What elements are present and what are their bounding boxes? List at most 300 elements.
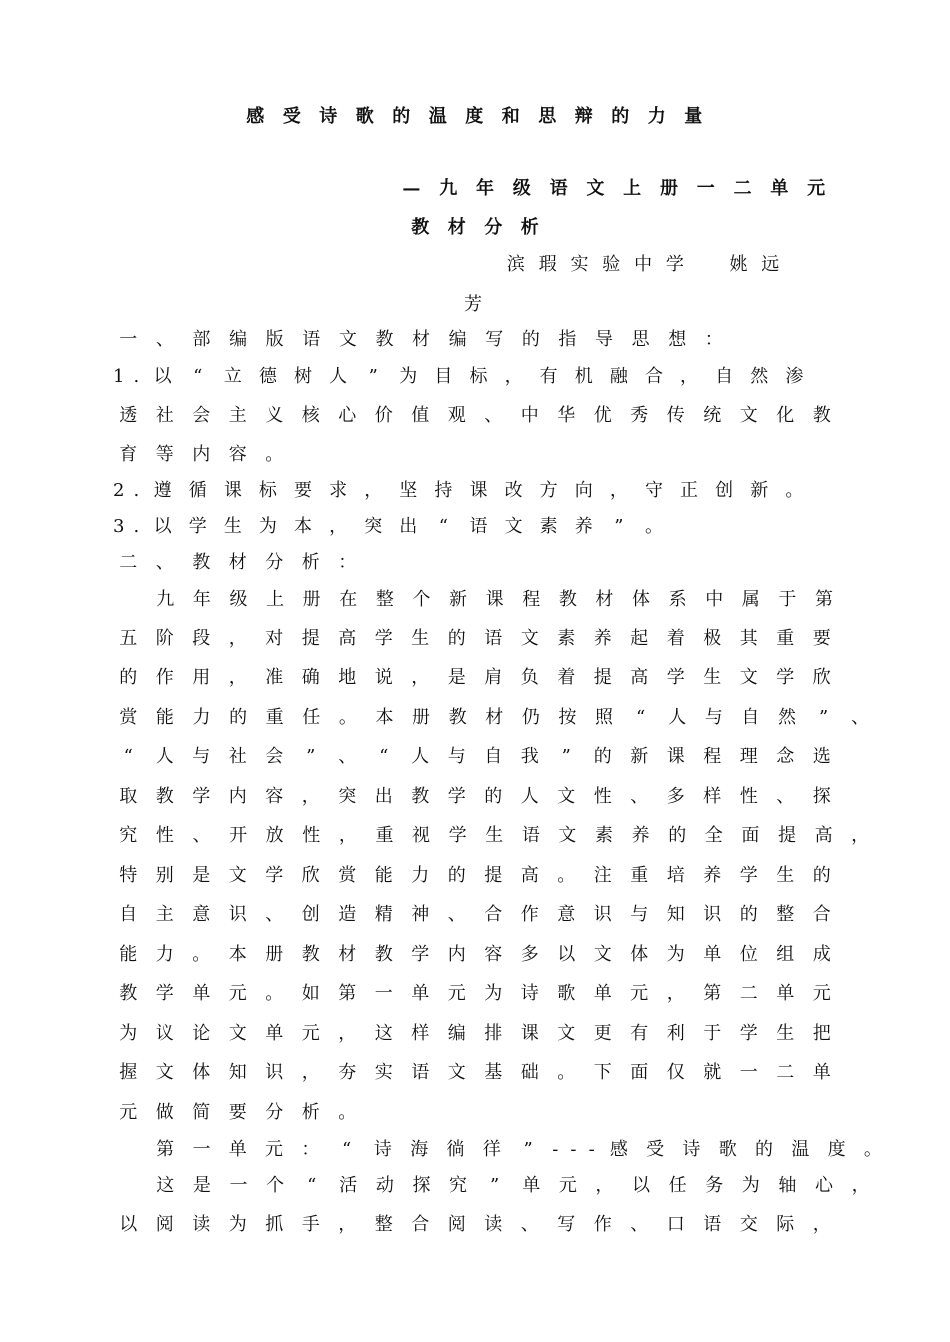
glyph: “: [193, 366, 203, 387]
glyph: 透: [119, 405, 138, 426]
glyph: 探: [812, 786, 831, 807]
glyph: 值: [411, 405, 430, 426]
glyph: 人: [668, 707, 687, 728]
glyph: 感: [609, 1139, 628, 1160]
glyph: 容: [265, 786, 284, 807]
glyph: 教: [155, 786, 174, 807]
glyph: 心: [338, 405, 357, 426]
glyph: 确: [301, 667, 320, 688]
body-line: [110, 904, 840, 926]
glyph: 德: [258, 366, 277, 387]
glyph: “: [379, 746, 389, 767]
glyph: 力: [411, 865, 430, 886]
glyph: 段: [192, 628, 211, 649]
glyph: 五: [119, 628, 138, 649]
glyph: 简: [192, 1102, 211, 1123]
glyph: ，: [609, 480, 628, 501]
glyph: 为: [258, 516, 277, 537]
document-title: [237, 106, 712, 128]
glyph: 系: [668, 589, 687, 610]
glyph: 文: [228, 1023, 247, 1044]
glyph: 主: [155, 904, 174, 925]
glyph: ，: [338, 825, 357, 846]
glyph: 素: [557, 628, 576, 649]
glyph: 的: [739, 904, 758, 925]
glyph: ，: [812, 1214, 831, 1235]
glyph: 神: [411, 904, 430, 925]
glyph: 元: [630, 983, 649, 1004]
glyph: 单: [411, 983, 430, 1004]
glyph: 元: [447, 983, 466, 1004]
glyph: 突: [338, 786, 357, 807]
glyph: 年: [475, 178, 494, 199]
glyph: 。: [557, 1062, 576, 1083]
glyph: 一: [374, 983, 393, 1004]
glyph: 能: [155, 707, 174, 728]
glyph: .: [133, 480, 140, 501]
glyph: 精: [374, 904, 393, 925]
glyph: 整: [776, 904, 795, 925]
glyph: 机: [574, 366, 593, 387]
glyph: ，: [411, 667, 430, 688]
glyph: 编: [229, 329, 248, 350]
glyph: ，: [851, 825, 870, 846]
body-line: [110, 746, 840, 768]
glyph: 读: [484, 1214, 503, 1235]
glyph: 元: [119, 1102, 138, 1123]
glyph: 温: [791, 1139, 810, 1160]
glyph: 要: [228, 1102, 247, 1123]
glyph: 轴: [778, 1175, 797, 1196]
glyph: “: [307, 1175, 317, 1196]
body-line: [110, 1214, 840, 1236]
glyph: 度: [827, 1139, 846, 1160]
glyph: 教: [375, 329, 394, 350]
glyph: 欣: [812, 667, 831, 688]
glyph: 部: [192, 329, 211, 350]
glyph: 歌: [557, 983, 576, 1004]
glyph: 、: [630, 1214, 649, 1235]
glyph: 仍: [521, 707, 540, 728]
glyph: 全: [704, 825, 723, 846]
glyph: 材: [412, 329, 431, 350]
body-line: [147, 1139, 891, 1161]
glyph: 单: [265, 1023, 284, 1044]
glyph: 识: [228, 904, 247, 925]
glyph: 分: [484, 217, 503, 238]
glyph: 为: [741, 1175, 760, 1196]
glyph: 诗: [319, 106, 338, 127]
glyph: 思: [631, 329, 650, 350]
glyph: 中: [634, 254, 653, 275]
glyph: 坚: [399, 480, 418, 501]
glyph: 融: [609, 366, 628, 387]
glyph: 自: [741, 707, 760, 728]
glyph: 说: [374, 667, 393, 688]
glyph: 。: [338, 1102, 357, 1123]
body-line: [110, 786, 840, 808]
glyph: 材: [595, 589, 614, 610]
glyph: 是: [192, 1175, 211, 1196]
glyph: 析: [301, 552, 320, 573]
glyph: 主: [228, 405, 247, 426]
body-line: [110, 628, 840, 650]
glyph: 、: [155, 552, 174, 573]
glyph: 容: [228, 444, 247, 465]
glyph: 教: [411, 217, 430, 238]
glyph: 。: [644, 516, 663, 537]
glyph: 人: [411, 746, 430, 767]
glyph: 指: [558, 329, 577, 350]
glyph: 容: [484, 944, 503, 965]
glyph: 中: [520, 405, 539, 426]
glyph: 学: [447, 786, 466, 807]
glyph: 册: [412, 707, 431, 728]
glyph: 册: [265, 944, 284, 965]
glyph: 仅: [666, 1062, 685, 1083]
glyph: 赏: [119, 707, 138, 728]
glyph: 为: [119, 1023, 138, 1044]
glyph: 的: [484, 786, 503, 807]
glyph: 文: [228, 865, 247, 886]
glyph: 学: [665, 254, 684, 275]
glyph: 知: [666, 904, 685, 925]
glyph: 赏: [338, 865, 357, 886]
glyph: 元: [228, 983, 247, 1004]
body-line: [110, 983, 840, 1005]
glyph: 内: [447, 944, 466, 965]
glyph: 、: [192, 825, 211, 846]
glyph: 自: [119, 904, 138, 925]
glyph: 、: [520, 1214, 539, 1235]
glyph: 文: [557, 1023, 576, 1044]
glyph: 循: [188, 480, 207, 501]
glyph: 欣: [301, 865, 320, 886]
glyph: 文: [338, 329, 357, 350]
glyph: 下: [593, 1062, 612, 1083]
glyph: 程: [522, 589, 541, 610]
glyph: 照: [595, 707, 614, 728]
glyph: 以: [153, 516, 172, 537]
glyph: 文: [155, 1062, 174, 1083]
glyph: 生: [411, 628, 430, 649]
glyph: 以: [119, 1214, 138, 1235]
glyph: 级: [229, 589, 248, 610]
glyph: 改: [504, 480, 523, 501]
glyph: 教: [192, 552, 211, 573]
glyph: 这: [374, 1023, 393, 1044]
glyph: “: [438, 516, 448, 537]
glyph: 标: [469, 366, 488, 387]
glyph: 文: [586, 178, 605, 199]
glyph: 文: [739, 405, 758, 426]
glyph: 创: [715, 480, 734, 501]
glyph: 面: [630, 1062, 649, 1083]
glyph: 二: [739, 983, 758, 1004]
glyph: 体: [192, 1062, 211, 1083]
glyph: ：: [704, 329, 723, 350]
glyph: 单: [593, 983, 612, 1004]
glyph: 上: [623, 178, 642, 199]
glyph: 意: [557, 904, 576, 925]
glyph: 人: [520, 786, 539, 807]
glyph: 芳: [464, 294, 482, 315]
glyph: 本: [228, 944, 247, 965]
glyph: 守: [644, 480, 663, 501]
body-line: [110, 707, 878, 729]
glyph: 语: [703, 1214, 722, 1235]
glyph: 海: [410, 1139, 429, 1160]
glyph: 成: [812, 944, 831, 965]
glyph: 九: [439, 178, 458, 199]
body-line: [110, 1062, 840, 1084]
glyph: 等: [155, 444, 174, 465]
glyph: 着: [666, 628, 685, 649]
glyph: 。: [192, 944, 211, 965]
glyph: 统: [703, 405, 722, 426]
glyph: 创: [301, 904, 320, 925]
glyph: 单: [228, 1139, 247, 1160]
glyph: 性: [155, 825, 174, 846]
glyph: 学: [192, 786, 211, 807]
glyph: 个: [266, 1175, 285, 1196]
glyph: 选: [812, 746, 831, 767]
glyph: 阶: [155, 628, 174, 649]
glyph: 多: [520, 944, 539, 965]
glyph: 一: [192, 1139, 211, 1160]
glyph: 属: [741, 589, 760, 610]
glyph: 是: [192, 865, 211, 886]
glyph: 新: [750, 480, 769, 501]
glyph: 度: [465, 106, 484, 127]
glyph: 单: [776, 983, 795, 1004]
glyph: 会: [265, 746, 284, 767]
glyph: 。: [785, 480, 804, 501]
glyph: 义: [265, 405, 284, 426]
glyph: 、: [155, 329, 174, 350]
glyph: 核: [301, 405, 320, 426]
glyph: 。: [265, 983, 284, 1004]
glyph: 对: [265, 628, 284, 649]
glyph: 样: [703, 786, 722, 807]
glyph: 与: [630, 904, 649, 925]
glyph: 重: [265, 707, 284, 728]
glyph: 、: [484, 405, 503, 426]
glyph: 辩: [574, 106, 593, 127]
glyph: 第: [703, 983, 722, 1004]
glyph: 立: [223, 366, 242, 387]
glyph: 语: [484, 628, 503, 649]
glyph: 语: [521, 825, 540, 846]
glyph: 力: [192, 707, 211, 728]
glyph: 生: [776, 865, 795, 886]
glyph: 握: [119, 1062, 138, 1083]
glyph: 素: [539, 516, 558, 537]
glyph: 究: [119, 825, 138, 846]
glyph: 教: [301, 944, 320, 965]
glyph: 实: [570, 254, 589, 275]
glyph: ，: [680, 366, 699, 387]
glyph: -: [588, 1139, 595, 1160]
glyph: 造: [338, 904, 357, 925]
glyph: 生: [776, 1023, 795, 1044]
glyph: 编: [448, 329, 467, 350]
glyph: 的: [521, 329, 540, 350]
glyph: 素: [595, 825, 614, 846]
glyph: 力: [155, 944, 174, 965]
glyph: 着: [557, 667, 576, 688]
glyph: 识: [593, 904, 612, 925]
glyph: 学: [411, 944, 430, 965]
glyph: 诗: [682, 1139, 701, 1160]
glyph: 徉: [482, 1139, 501, 1160]
glyph: “: [342, 1139, 352, 1160]
glyph: 级: [512, 178, 531, 199]
glyph: 文: [593, 944, 612, 965]
glyph: 内: [228, 786, 247, 807]
glyph: ”: [614, 516, 624, 537]
glyph: 单: [522, 1175, 541, 1196]
glyph: 作: [593, 1214, 612, 1235]
glyph: 能: [374, 865, 393, 886]
glyph: 这: [156, 1175, 175, 1196]
glyph: 的: [229, 707, 248, 728]
body-line: [110, 865, 840, 887]
glyph: 提: [484, 865, 503, 886]
glyph: 教: [411, 786, 430, 807]
glyph: .: [133, 516, 140, 537]
glyph: ，: [595, 1175, 614, 1196]
glyph: 析: [301, 1102, 320, 1123]
glyph: ”: [368, 366, 378, 387]
glyph: 夯: [338, 1062, 357, 1083]
glyph: 的: [447, 628, 466, 649]
glyph: 心: [814, 1175, 833, 1196]
glyph: 为: [666, 944, 685, 965]
glyph: ：: [338, 552, 357, 573]
glyph: 二: [733, 178, 752, 199]
glyph: 识: [265, 1062, 284, 1083]
glyph: 人: [329, 366, 348, 387]
glyph: 新: [449, 589, 468, 610]
glyph: ，: [504, 366, 523, 387]
glyph: 养: [703, 865, 722, 886]
glyph: 单: [192, 983, 211, 1004]
glyph: 文: [520, 628, 539, 649]
glyph: 任: [668, 1175, 687, 1196]
glyph: 文: [504, 516, 523, 537]
glyph: 第: [338, 983, 357, 1004]
glyph: 于: [703, 1023, 722, 1044]
glyph: 树: [294, 366, 313, 387]
glyph: 、: [776, 786, 795, 807]
glyph: 自: [715, 366, 734, 387]
glyph: 标: [258, 480, 277, 501]
glyph: 滨: [506, 254, 525, 275]
glyph: 会: [192, 405, 211, 426]
glyph: 课: [520, 1023, 539, 1044]
glyph: 社: [155, 405, 174, 426]
glyph: 多: [666, 786, 685, 807]
glyph: 出: [374, 786, 393, 807]
glyph: 、: [630, 786, 649, 807]
glyph: 地: [338, 667, 357, 688]
glyph: 位: [739, 944, 758, 965]
glyph: 做: [155, 1102, 174, 1123]
glyph: 实: [374, 1062, 393, 1083]
glyph: 养: [574, 516, 593, 537]
document-subtitle: [393, 178, 835, 200]
glyph: 教: [448, 707, 467, 728]
glyph: 阅: [447, 1214, 466, 1235]
glyph: 合: [484, 904, 503, 925]
glyph: ”: [306, 746, 316, 767]
glyph: 把: [812, 1023, 831, 1044]
glyph: 2: [113, 480, 125, 501]
glyph: 任: [302, 707, 321, 728]
glyph: 正: [680, 480, 699, 501]
glyph: 歌: [355, 106, 374, 127]
glyph: 温: [428, 106, 447, 127]
glyph: 面: [741, 825, 760, 846]
glyph: 按: [558, 707, 577, 728]
glyph: 本: [375, 707, 394, 728]
glyph: 极: [703, 628, 722, 649]
glyph: 学: [666, 667, 685, 688]
glyph: 组: [776, 944, 795, 965]
glyph: 究: [449, 1175, 468, 1196]
glyph: ”: [523, 1139, 533, 1160]
glyph: 感: [246, 106, 265, 127]
glyph: 新: [630, 746, 649, 767]
glyph: 合: [812, 904, 831, 925]
glyph: 传: [666, 405, 685, 426]
glyph: 册: [302, 589, 321, 610]
author-line: [500, 254, 786, 276]
glyph: 学: [739, 865, 758, 886]
glyph: 遵: [153, 480, 172, 501]
glyph: 思: [538, 106, 557, 127]
glyph: 重: [375, 825, 394, 846]
glyph: 论: [192, 1023, 211, 1044]
glyph: 培: [666, 865, 685, 886]
glyph: 第: [156, 1139, 175, 1160]
glyph: 九: [156, 589, 175, 610]
glyph: 利: [666, 1023, 685, 1044]
glyph: 知: [228, 1062, 247, 1083]
glyph: 口: [666, 1214, 685, 1235]
glyph: 整: [375, 589, 394, 610]
glyph: 体: [632, 589, 651, 610]
glyph: 如: [301, 983, 320, 1004]
glyph: 单: [812, 1062, 831, 1083]
glyph: 渗: [785, 366, 804, 387]
glyph: 探: [412, 1175, 431, 1196]
glyph: 文: [739, 667, 758, 688]
glyph: 突: [364, 516, 383, 537]
glyph: 第: [814, 589, 833, 610]
glyph: 取: [119, 786, 138, 807]
glyph: 材: [447, 217, 466, 238]
glyph: 华: [557, 405, 576, 426]
glyph: 的: [668, 825, 687, 846]
glyph: 写: [485, 329, 504, 350]
glyph: 高: [630, 667, 649, 688]
glyph: 元: [812, 983, 831, 1004]
glyph: 性: [302, 825, 321, 846]
glyph: 重: [776, 628, 795, 649]
glyph: 有: [539, 366, 558, 387]
